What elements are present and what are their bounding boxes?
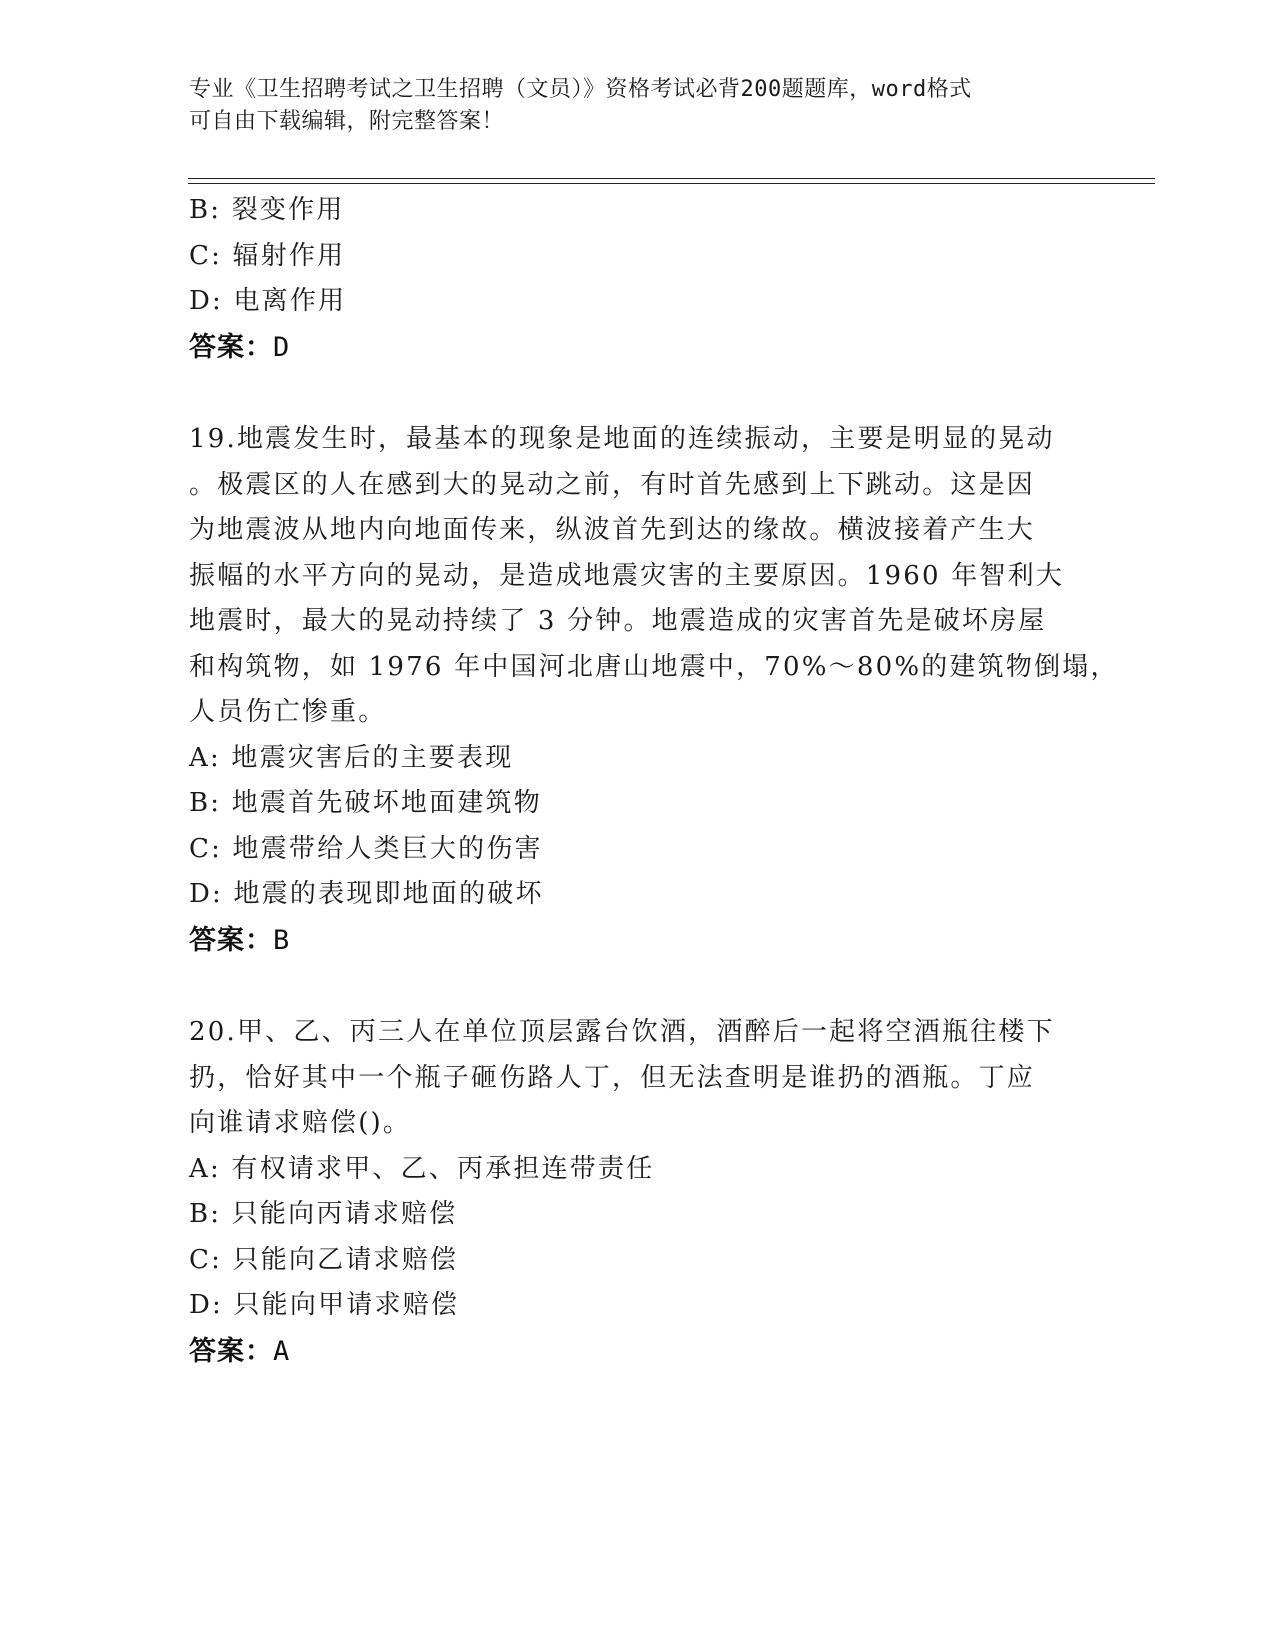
option-d: D: 地震的表现即地面的破坏 [189, 879, 544, 909]
answer-label: 答案： [189, 924, 273, 956]
header-line-1: 专业《卫生招聘考试之卫生招聘（文员）》资格考试必背200题题库，word格式 [189, 77, 972, 102]
answer-label: 答案： [189, 331, 273, 363]
header-line-2: 可自由下载编辑，附完整答案！ [189, 109, 505, 134]
question-stem-line: 19.地震发生时，最基本的现象是地面的连续振动，主要是明显的晃动 [189, 424, 1055, 454]
question-stem-line: 向谁请求赔偿()。 [189, 1108, 412, 1138]
question-stem-line: 人员伤亡惨重。 [189, 697, 387, 727]
question-stem-line: 扔，恰好其中一个瓶子砸伤路人丁，但无法查明是谁扔的酒瓶。丁应 [189, 1062, 1036, 1093]
option-c: C: 地震带给人类巨大的伤害 [189, 833, 543, 864]
option-b: B: 地震首先破坏地面建筑物 [189, 788, 542, 818]
answer-line [189, 1329, 1079, 1375]
document-header [189, 74, 1069, 138]
option-a: A: 地震灾害后的主要表现 [189, 742, 514, 773]
option-b: B: 裂变作用 [189, 195, 345, 225]
question-19-block [189, 417, 1119, 963]
answer-value: B [273, 924, 291, 956]
option-a: A: 有权请求甲、乙、丙承担连带责任 [189, 1153, 655, 1184]
question-stem-line: 20.甲、乙、丙三人在单位顶层露台饮酒，酒醉后一起将空酒瓶往楼下 [189, 1017, 1055, 1047]
option-d: D: 只能向甲请求赔偿 [189, 1290, 460, 1320]
answer-value: A [273, 1335, 291, 1367]
question-stem-line: 为地震波从地内向地面传来，纵波首先到达的缘故。横波接着产生大 [189, 515, 1036, 545]
question-stem-line: 和构筑物，如 1976 年中国河北唐山地震中，70%～80%的建筑物倒塌， [189, 651, 1119, 682]
answer-label: 答案： [189, 1335, 273, 1367]
prev-question-block [189, 188, 1079, 370]
header-divider-bottom [188, 183, 1155, 184]
question-stem-line: 振幅的水平方向的晃动，是造成地震灾害的主要原因。1960 年智利大 [189, 560, 1065, 591]
question-content [189, 188, 1119, 1374]
question-stem-line: 地震时，最大的晃动持续了 3 分钟。地震造成的灾害首先是破坏房屋 [189, 606, 1047, 636]
answer-line [189, 325, 1079, 371]
answer-value: D [273, 331, 291, 363]
option-c: C: 只能向乙请求赔偿 [189, 1244, 459, 1275]
header-divider-top [188, 178, 1155, 179]
question-stem-line: 。极震区的人在感到大的晃动之前，有时首先感到上下跳动。这是因 [189, 469, 1036, 500]
option-b: B: 只能向丙请求赔偿 [189, 1199, 458, 1229]
option-c: C: 辐射作用 [189, 240, 346, 271]
answer-line [189, 918, 1079, 964]
question-20-block [189, 1010, 1079, 1374]
option-d: D: 电离作用 [189, 286, 347, 316]
